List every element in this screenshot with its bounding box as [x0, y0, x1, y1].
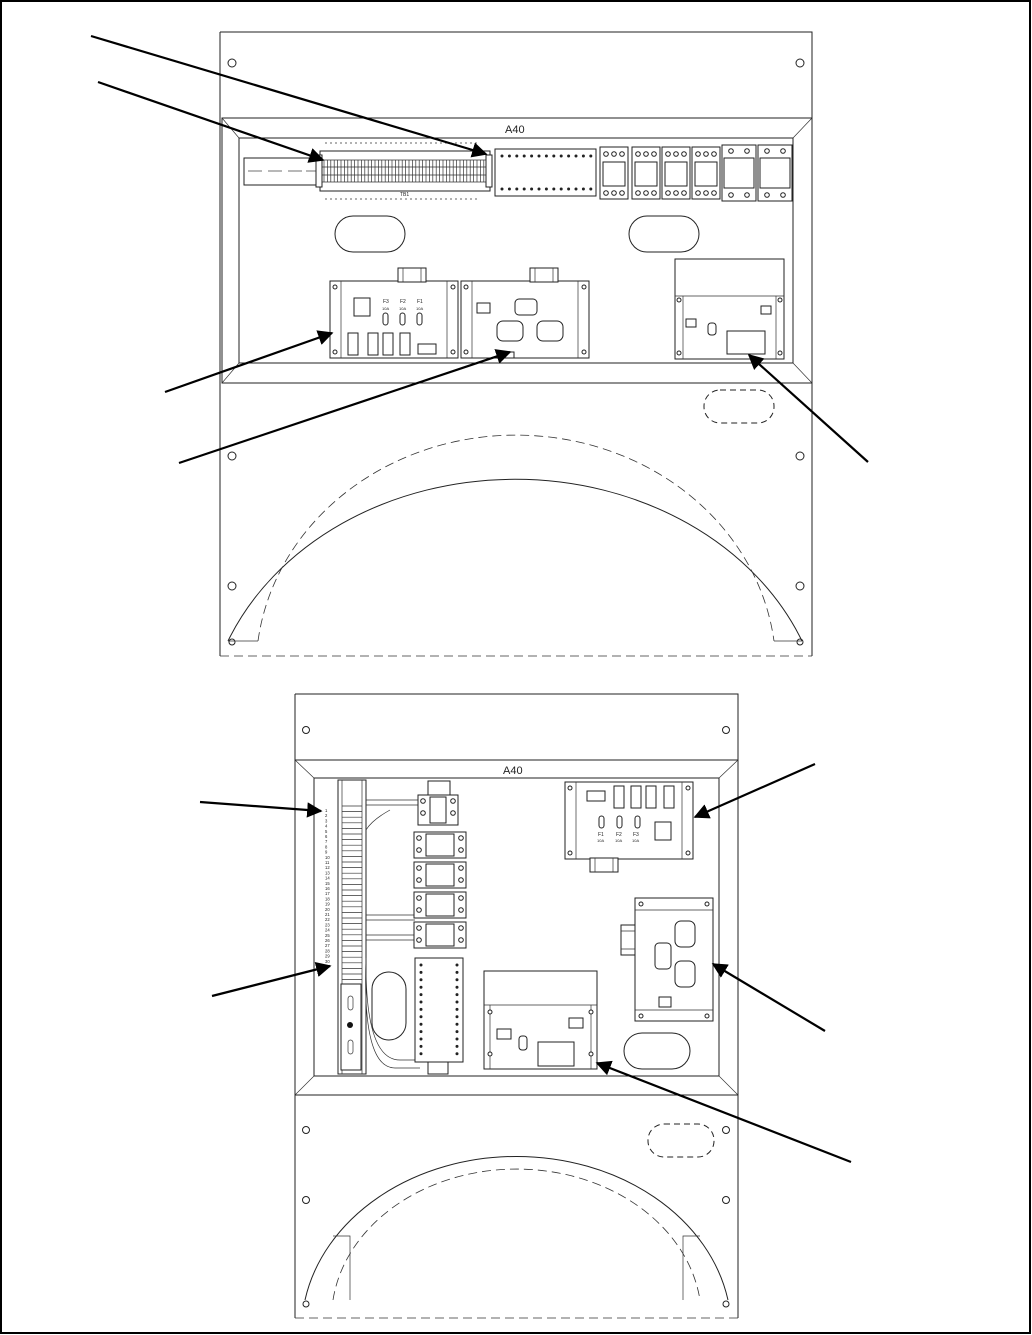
top-view	[220, 32, 812, 656]
mounting-hole	[229, 639, 235, 645]
relay-group	[600, 145, 792, 201]
svg-text:10A: 10A	[632, 838, 640, 843]
relay	[600, 147, 628, 199]
cable-knockout	[335, 216, 405, 252]
terminal-number: 18	[325, 896, 330, 902]
transformer-board-top	[461, 268, 589, 358]
terminal-number: 3	[325, 818, 328, 824]
svg-text:F3: F3	[633, 832, 639, 838]
fuse-board-top	[330, 268, 458, 358]
svg-text:10A: 10A	[416, 306, 424, 311]
terminal-number: 13	[325, 870, 330, 876]
relay	[662, 147, 690, 199]
terminal-number: 4	[325, 823, 328, 829]
din-rail	[244, 158, 322, 185]
leader-arrows	[91, 36, 868, 1162]
svg-text:10A: 10A	[597, 838, 605, 843]
tb1-label: TB1	[400, 192, 410, 198]
bottom-panel-label: A40	[503, 765, 523, 777]
terminal-number: 2	[325, 813, 328, 819]
callout-arrow	[597, 1063, 851, 1162]
terminal-number: 9	[325, 849, 328, 855]
cable-knockout	[624, 1033, 690, 1069]
relay	[632, 147, 660, 199]
relay	[418, 795, 458, 825]
svg-text:10A: 10A	[615, 838, 623, 843]
terminal-number: 29	[325, 953, 330, 959]
relay	[414, 922, 466, 948]
terminal-number: 15	[325, 880, 330, 886]
terminal-number: 25	[325, 932, 330, 938]
terminal-number: 22	[325, 917, 330, 923]
terminal-number: 11	[325, 860, 330, 865]
svg-text:F1: F1	[598, 832, 604, 838]
svg-text:F1: F1	[417, 299, 423, 305]
terminal-number: 6	[325, 834, 328, 839]
terminal-number: 8	[325, 844, 328, 850]
svg-text:F2: F2	[400, 299, 406, 305]
callout-arrow	[713, 964, 825, 1031]
terminal-number: 23	[325, 922, 330, 928]
bottom-view	[295, 694, 738, 1318]
power-supply-bottom	[484, 971, 597, 1069]
terminal-number: 30	[325, 958, 330, 964]
callout-arrow	[695, 764, 815, 817]
io-module-vertical	[415, 958, 463, 1074]
terminal-number: 16	[325, 886, 330, 891]
top-panel-label: A40	[505, 124, 525, 136]
relay	[692, 147, 720, 199]
terminal-number: 7	[325, 839, 328, 845]
callout-arrow	[200, 802, 321, 811]
relay	[414, 862, 466, 888]
mounting-hole	[797, 639, 803, 645]
io-module	[495, 149, 596, 196]
mounting-hole	[796, 582, 804, 590]
callout-arrow	[98, 82, 323, 160]
page-border	[1, 1, 1030, 1333]
terminal-number: 26	[325, 938, 330, 943]
cable-knockout	[648, 1124, 714, 1157]
fan-cutout-bottom	[305, 1156, 728, 1300]
mounting-hole	[228, 59, 236, 67]
mounting-hole	[228, 582, 236, 590]
terminal-number: 5	[325, 828, 328, 834]
svg-text:F2: F2	[616, 832, 622, 838]
cable-knockout	[629, 216, 699, 252]
mounting-hole	[228, 452, 236, 460]
relay-column	[414, 781, 466, 948]
terminal-number: 27	[325, 943, 330, 949]
terminal-number: 24	[325, 927, 330, 933]
terminal-number: 20	[325, 906, 330, 912]
svg-text:F3: F3	[383, 299, 389, 305]
svg-text:10A: 10A	[399, 306, 407, 311]
transformer-board-bottom	[621, 898, 713, 1021]
callout-arrow	[212, 966, 330, 996]
relay	[414, 832, 466, 858]
svg-text:10A: 10A	[382, 306, 390, 311]
callout-arrow	[91, 36, 486, 154]
contactor	[758, 145, 792, 201]
terminal-number: 21	[325, 912, 330, 917]
fuse-board-bottom	[565, 782, 693, 872]
terminal-number: 19	[325, 901, 330, 907]
cable-knockout	[372, 972, 406, 1040]
fan-cutout-top	[228, 479, 802, 641]
relay	[414, 892, 466, 918]
terminal-block-tb1	[316, 143, 492, 199]
terminal-number: 28	[325, 948, 330, 954]
cable-knockout	[704, 390, 774, 423]
terminal-block-vertical	[325, 780, 366, 1074]
contactor	[722, 145, 756, 201]
terminal-number: 12	[325, 865, 330, 871]
power-supply-top	[675, 259, 784, 359]
terminal-number: 10	[325, 854, 330, 860]
mounting-hole	[796, 452, 804, 460]
mounting-hole	[796, 59, 804, 67]
terminal-number: 14	[325, 875, 330, 881]
terminal-number: 17	[325, 891, 330, 897]
terminal-number: 1	[325, 808, 328, 813]
